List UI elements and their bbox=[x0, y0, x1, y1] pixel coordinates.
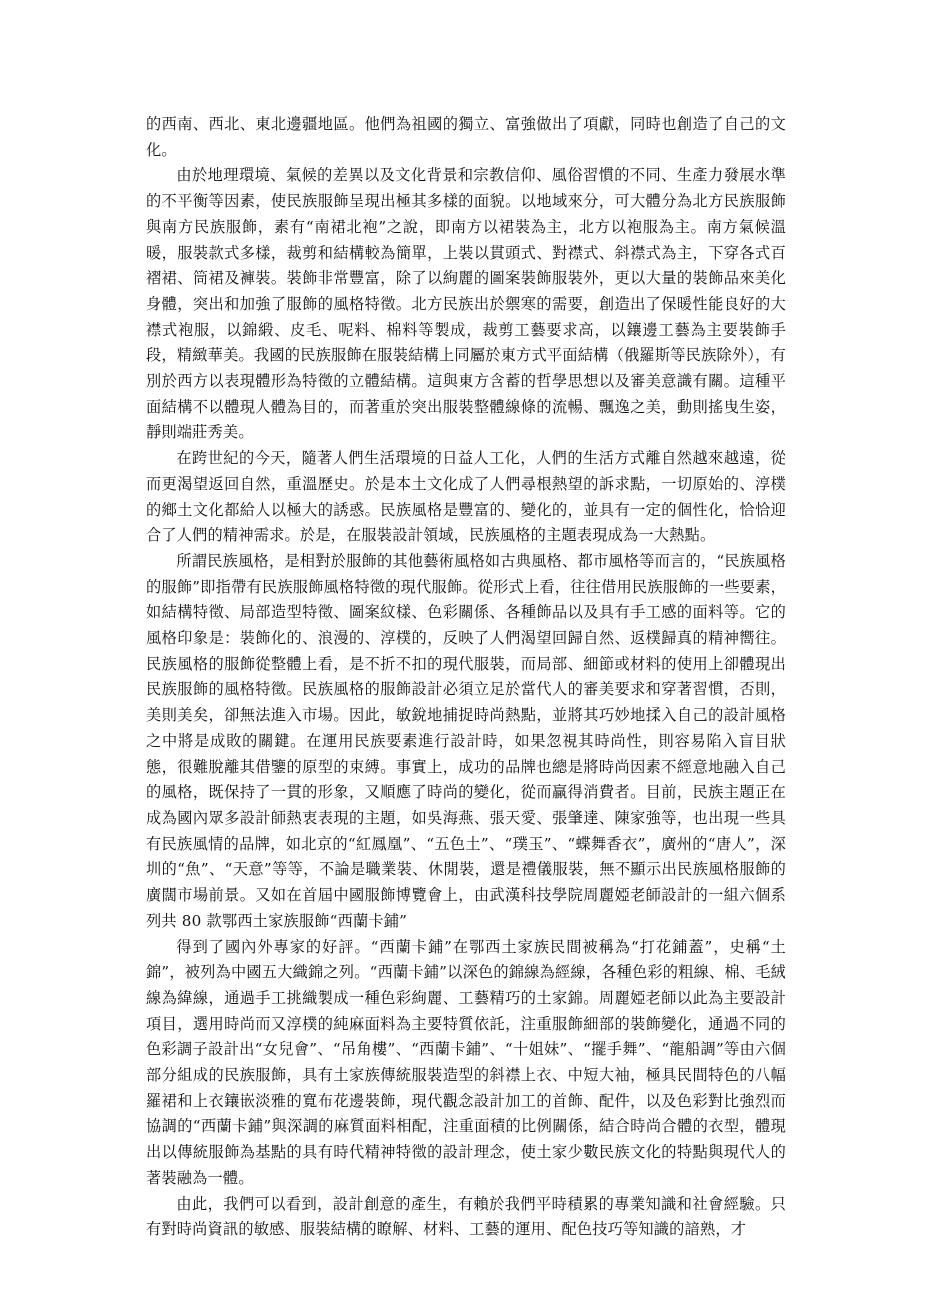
paragraph-2: 由於地理環境、氣候的差異以及文化背景和宗教信仰、風俗習慣的不同、生產力發展水準的不平衡等因素，使民族服飾呈現出極其多樣的面貌。以地域來分，可大體分為北方民族服飾與南方民族服飾，素有“南裙北袍”之說，即南方以裙裝為主，北方以袍服為主。南方氣候溫暖，服裝款式多樣，裁剪和結構較為簡單，上裝以貫頭式、對襟式、斜襟式為主，下穿各式百褶裙、筒裙及褲裝。裝飾非常豐富，除了以絢麗的圖案裝飾服裝外，更以大量的裝飾品來美化身體，突出和加強了服飾的風格特徵。北方民族出於禦寒的需要，創造出了保暖性能良好的大襟式袍服，以錦緞、皮毛、呢料、棉料等製成，裁剪工藝要求高，以鑲邊工藝為主要裝飾手段，精緻華美。我國的民族服飾在服裝結構上同屬於東方式平面結構（俄羅斯等民族除外），有別於西方以表現體形為特徵的立體結構。這與東方含蓄的哲學思想以及審美意識有關。這種平面結構不以體現人體為目的，而著重於突出服裝整體線條的流暢、飄逸之美，動則搖曳生姿，靜則端莊秀美。 bbox=[146, 166, 786, 442]
document-body bbox=[146, 112, 786, 1243]
paragraph-1: 的西南、西北、東北邊疆地區。他們為祖國的獨立、富強做出了項獻，同時也創造了自己的文化。 bbox=[146, 115, 786, 159]
paragraph-6: 由此，我們可以看到，設計創意的產生，有賴於我們平時積累的專業知識和社會經驗。只有對時尚資訊的敏感、服裝結構的瞭解、材料、工藝的運用、配色技巧等知識的諳熟，才 bbox=[146, 1194, 786, 1239]
paragraph-4: 所謂民族風格，是相對於服飾的其他藝術風格如古典風格、都市風格等而言的，“民族風格的服飾”即指帶有民族服飾風格特徵的現代服飾。從形式上看，往往借用民族服飾的一些要素，如結構特徵、局部造型特徵、圖案紋樣、色彩關係、各種飾品以及具有手工感的面料等。它的風格印象是：裝飾化的、浪漫的、淳樸的，反映了人們渴望回歸自然、返樸歸真的精神嚮往。民族風格的服飾從整體上看，是不折不扣的現代服裝，而局部、細節或材料的使用上卻體現出民族服飾的風格特徵。民族風格的服飾設計必須立足於當代人的審美要求和穿著習慣，否則，美則美矣，卻無法進入市場。因此，敏銳地捕捉時尚熱點，並將其巧妙地揉入自己的設計風格之中將是成敗的關鍵。在運用民族要素進行設計時，如果忽視其時尚性，則容易陷入盲目狀態，很難脫離其借鑒的原型的束縛。事實上，成功的品牌也總是將時尚因素不經意地融入自己的風格，既保持了一貫的形象，又順應了時尚的變化，從而贏得消費者。目前，民族主題正在成為國內眾多設計師熱衷表現的主題，如吳海燕、張天愛、張肇達、陳家強等，也出現一些具有民族風情的品牌，如北京的“紅鳳凰”、“五色土”、“璞玉”、“蝶舞香衣”，廣州的“唐人”，深圳的“魚”、“天意”等等，不論是職業裝、休閒裝，還是禮儀服裝，無不顯示出民族風格服飾的廣闊市場前景。又如在首屆中國服飾博覽會上，由武漢科技學院周麗婭老師設計的一組六個系列共 80 款鄂西土家族服飾“西蘭卡鋪” bbox=[146, 551, 786, 930]
paragraph-5: 得到了國內外專家的好評。“西蘭卡鋪”在鄂西土家族民間被稱為“打花鋪蓋”，史稱“土錦”，被列為中國五大織錦之列。“西蘭卡鋪”以深色的錦線為經線，各種色彩的粗線、棉、毛絨線為緯線，通過手工挑織製成一種色彩絢麗、工藝精巧的土家錦。周麗婭老師以此為主要設計項目，選用時尚而又淳樸的純麻面料為主要特質依託，注重服飾細部的裝飾變化，通過不同的色彩調子設計出“女兒會”、“吊角樓”、“西蘭卡鋪”、“十姐妹”、“擺手舞”、“龍船調”等由六個部分組成的民族服飾，具有土家族傳統服裝造型的斜襟上衣、中短大袖，極具民間特色的八幅羅裙和上衣鑲嵌淡雅的寬布花邊裝飾，現代觀念設計加工的首飾、配件，以及色彩對比強烈而協調的“西蘭卡鋪”與深調的麻質面料相配，注重面積的比例關係，結合時尚合體的衣型，體現出以傳統服飾為基點的具有時代精神特徵的設計理念，使土家少數民族文化的特點與現代人的著裝融為一體。 bbox=[146, 937, 786, 1187]
paragraph-3: 在跨世紀的今天，隨著人們生活環境的日益人工化，人們的生活方式離自然越來越遠，從而更渴望返回自然，重溫歷史。於是本土文化成了人們尋根熱望的訴求點，一切原始的、淳樸的鄉土文化都給人以極大的誘惑。民族風格是豐富的、變化的，並具有一定的個性化，恰恰迎合了人們的精神需求。於是，在服裝設計領域，民族風格的主題表現成為一大熱點。 bbox=[146, 449, 786, 545]
